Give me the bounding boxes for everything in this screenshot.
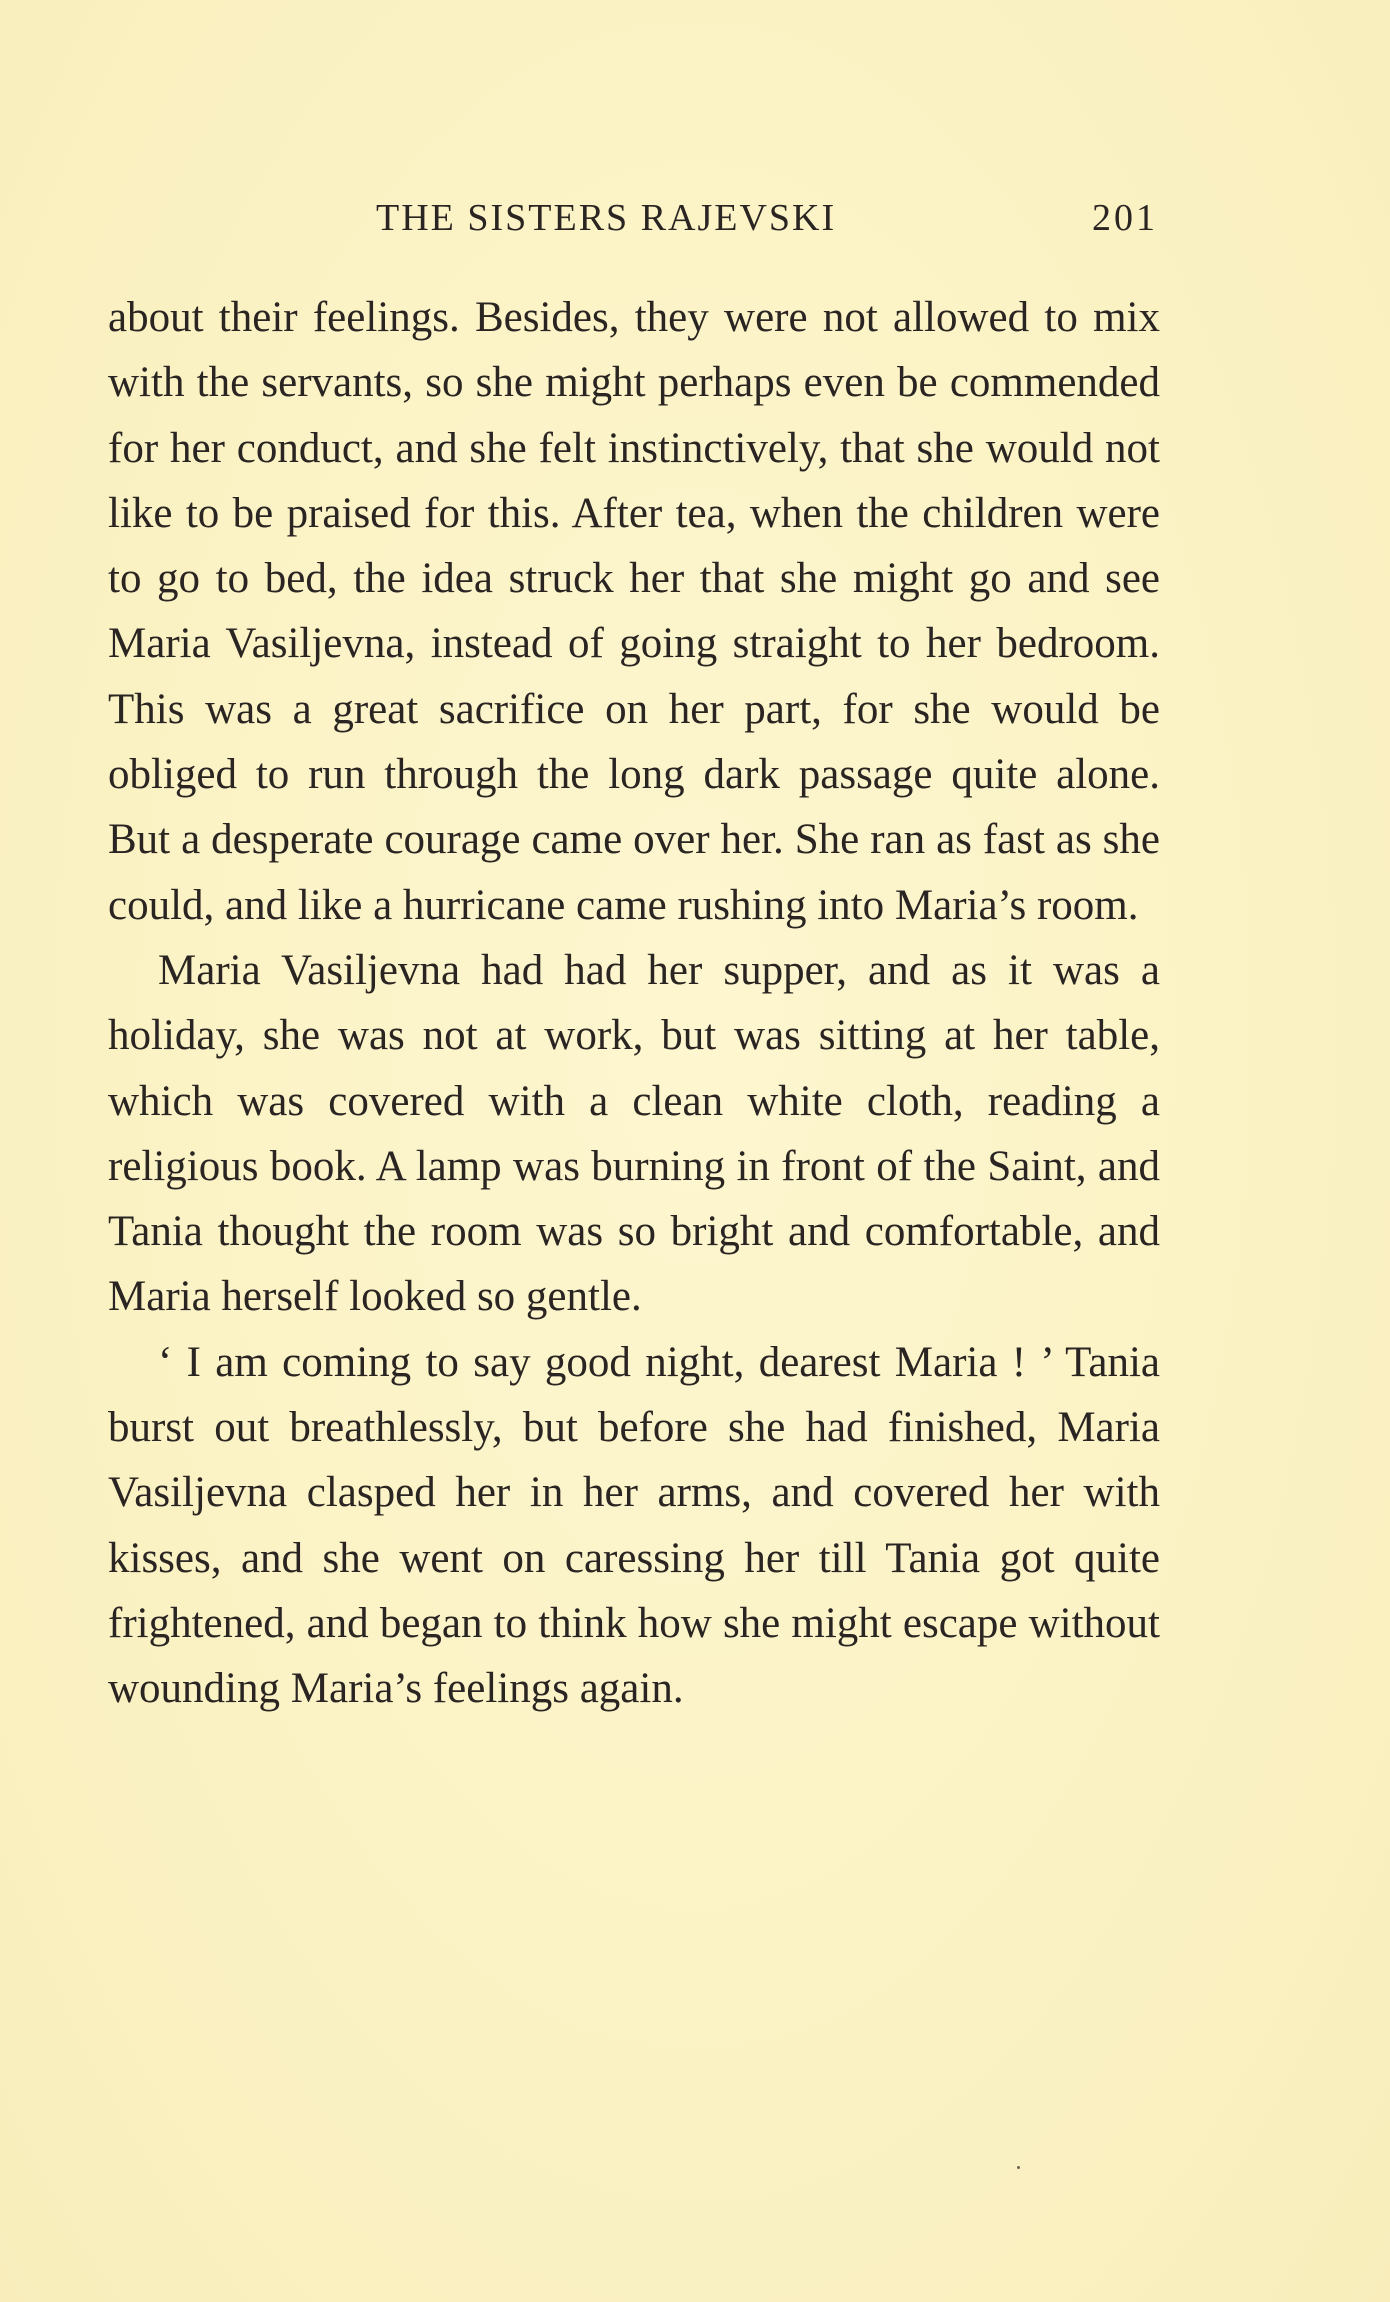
running-title: THE SISTERS RAJEVSKI [376, 197, 837, 239]
paragraph-2: Maria Vasiljevna had had her supper, and as it was a holiday, she was not at work, but was sitting at her table, which was covered with a clean white cloth, reading a religious book. A lamp was burning in front of the Saint, and Tania thought the room was so bright and comfortable, and Maria herself looked so gentle. [108, 946, 1160, 1321]
body-text [108, 285, 1160, 1722]
paper-speck [1017, 2166, 1020, 2169]
paragraph-3: ‘ I am coming to say good night, dearest Maria ! ’ Tania burst out breathlessly, but before she had finished, Maria Vasiljevna clasped her in her arms, and covered her with kisses, and she went on caressing her till Tania got quite frightened, and began to think how she might escape without wounding Maria’s feelings again. [108, 1338, 1160, 1713]
paragraph-1: about their feelings. Besides, they were not allowed to mix with the servants, so she might perhaps even be commended for her conduct, and she felt instinctively, that she would not like to be praised for this. After tea, when the children were to go to bed, the idea struck her that she might go and see Maria Vasiljevna, instead of going straight to her bedroom. This was a great sacrifice on her part, for she would be obliged to run through the long dark passage quite alone. But a desperate courage came over her. She ran as fast as she could, and like a hurricane came rushing into Maria’s room. [108, 294, 1160, 929]
running-head [108, 190, 1158, 250]
page-number: 201 [1092, 197, 1158, 239]
